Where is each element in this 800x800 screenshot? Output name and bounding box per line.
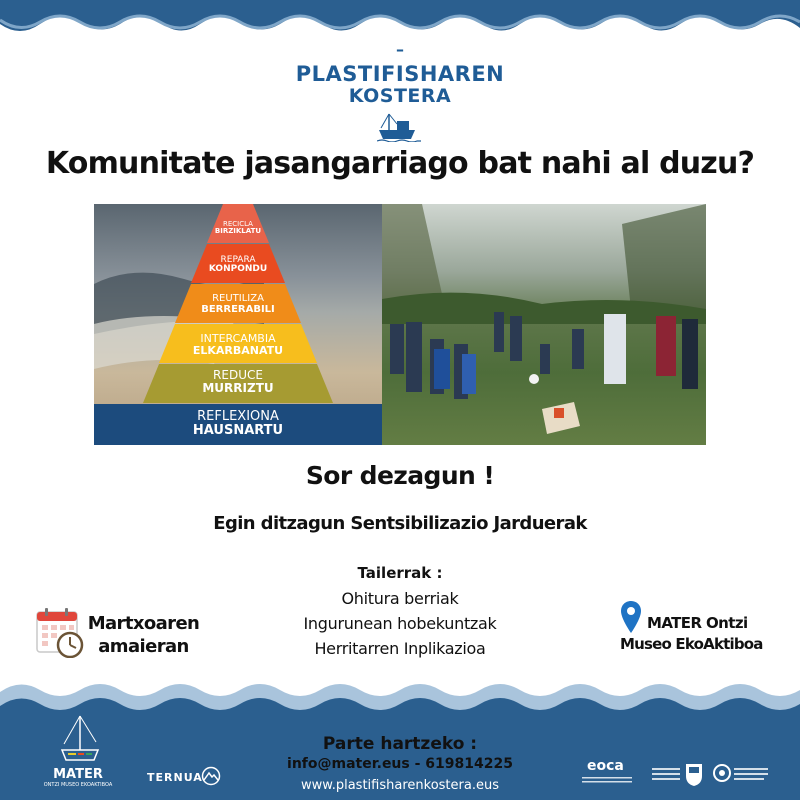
brand-dash: –: [396, 40, 404, 59]
location-pin-icon: [620, 600, 642, 634]
pyramid-label-reutiliza: REUTILIZA BERRERABILI: [201, 293, 275, 315]
workshops-title: Tailerrak :: [357, 564, 443, 582]
brand-title-line1: PLASTIFISHAREN: [295, 62, 505, 86]
contact-email-phone[interactable]: info@mater.eus - 619814225: [287, 756, 513, 772]
workshop-item: Ingurunean hobekuntzak: [303, 614, 497, 633]
event-date: [86, 612, 201, 658]
contact-title: Parte hartzeko :: [322, 734, 478, 754]
fishing-boat-icon: [377, 112, 421, 142]
ternua-logo: [147, 766, 227, 788]
ternua-logo-text: TERNUA: [147, 771, 203, 784]
community-activity-photo: [382, 204, 706, 445]
mater-boat-icon: [58, 714, 102, 766]
workshops-list: [250, 564, 550, 664]
workshop-item: Herritarren Inplikazioa: [314, 639, 486, 658]
event-date-line2: amaieran: [98, 636, 189, 657]
mater-logo: [36, 714, 120, 794]
event-location-line1: MATER Ontzi: [647, 614, 748, 632]
pyramid-label-intercambia: INTERCAMBIA ELKARBANATU: [192, 332, 284, 357]
mater-logo-subtitle: ONTZI MUSEO EKOAKTIBOA: [43, 782, 113, 788]
ternua-mountain-icon: [201, 766, 221, 786]
call-to-action-title: Sor dezagun !: [305, 461, 495, 490]
eoca-subtitle-lines: [582, 776, 632, 784]
calendar-clock-icon: [36, 608, 84, 658]
pyramid-label-reflexiona: REFLEXIONA HAUSNARTU: [192, 409, 284, 438]
contact-website-link[interactable]: www.plastifisharenkostera.eus: [301, 778, 499, 793]
gipuzkoa-logo: [712, 760, 770, 786]
pyramid-label-reduce: REDUCE MURRIZTU: [202, 368, 274, 395]
event-date-line1: Martxoaren: [87, 613, 200, 634]
event-location-line2: Museo EkoAktiboa: [620, 635, 763, 653]
brand-title-line2: KOSTERA: [348, 85, 452, 107]
pyramid-label-recicla: RECICLA BIRZIKLATU: [214, 220, 262, 236]
workshop-item: Ohitura berriak: [341, 589, 459, 608]
diputacion-shield-logo: [652, 758, 706, 788]
eoca-logo-text: eoca: [587, 758, 624, 774]
pyramid-label-repara: REPARA KONPONDU: [208, 255, 268, 275]
activities-subtitle: Egin ditzagun Sentsibilizazio Jarduerak: [213, 513, 587, 534]
mater-logo-text: MATER: [53, 767, 103, 782]
zero-waste-pyramid-image: [94, 204, 382, 445]
eoca-logo: [582, 758, 632, 786]
page-headline: Komunitate jasangarriago bat nahi al duzu?: [45, 146, 755, 181]
